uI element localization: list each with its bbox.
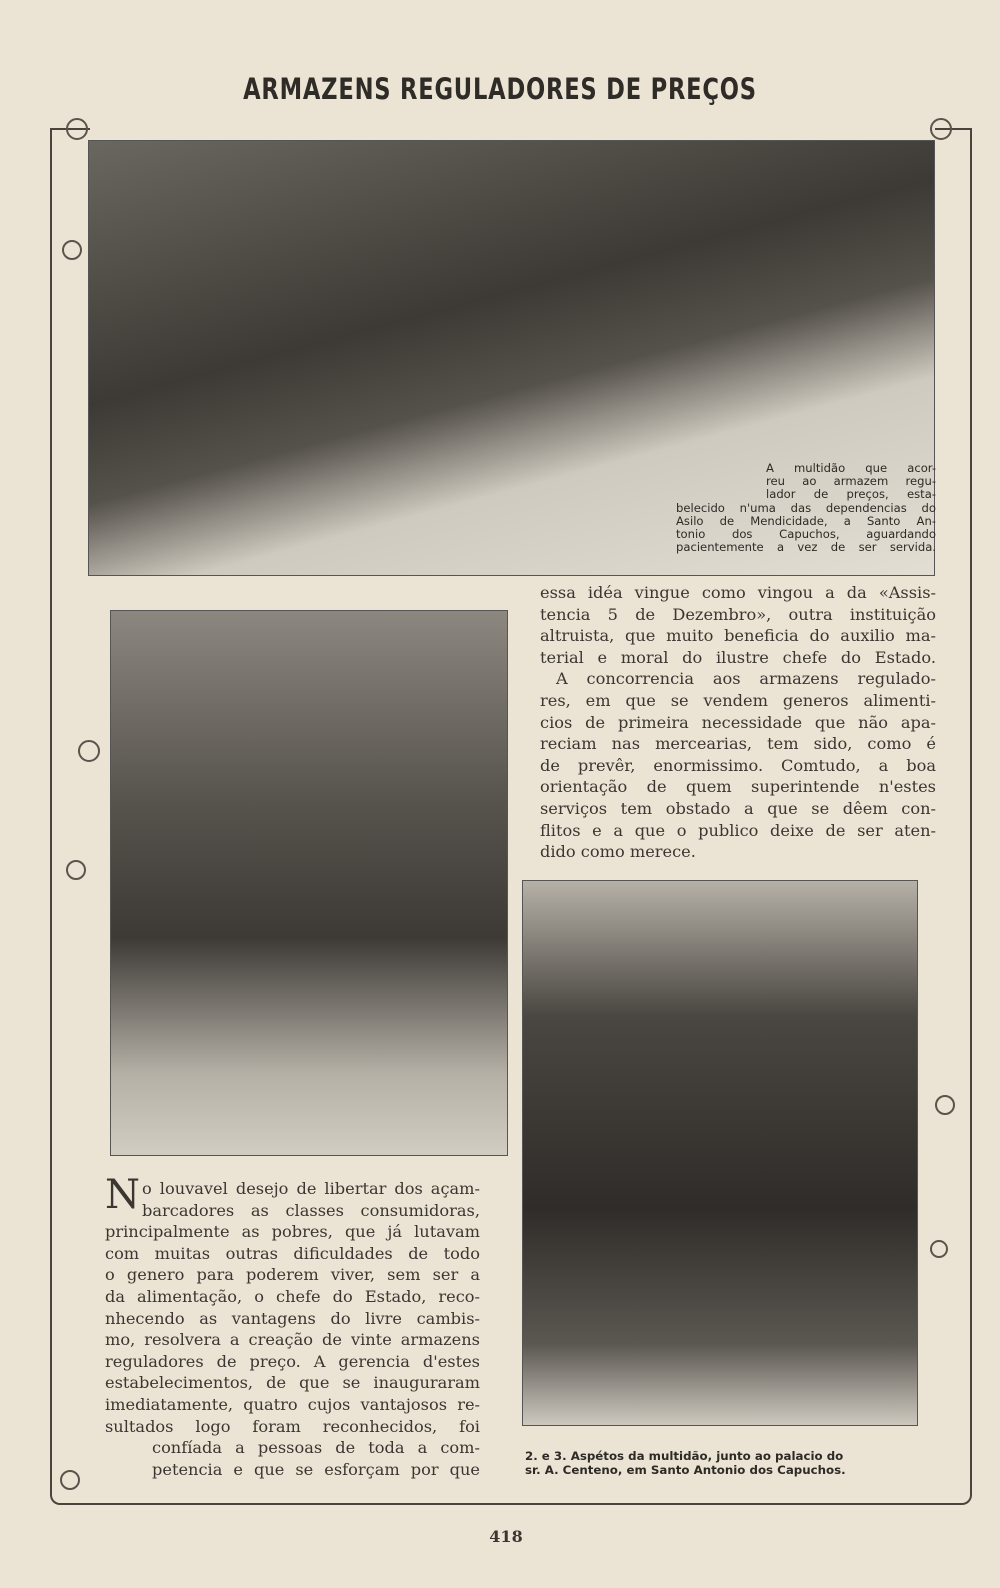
- text-line: imediatamente, quatro cujos vantajosos re-: [105, 1394, 480, 1414]
- caption-line: A multidão que acor-: [766, 461, 936, 475]
- text-line: nhecendo as vantagens do livre cambis-: [105, 1308, 480, 1328]
- text-line: terial e moral do ilustre chefe do Estado.: [540, 647, 936, 667]
- caption-line: pacientemente a vez de ser servida.: [676, 540, 936, 555]
- text-line: orientação de quem superintende n'estes: [540, 777, 936, 797]
- floral-ornament-icon: [60, 1470, 80, 1490]
- caption-line: belecido n'uma das dependencias do: [676, 500, 936, 515]
- text-line: da alimentação, o chefe do Estado, reco-: [105, 1286, 480, 1306]
- article-text-right-column: [540, 582, 936, 863]
- caption-line: Asilo de Mendicidade, a Santo An-: [676, 513, 936, 528]
- text-line: tencia 5 de Dezembro», outra instituição: [540, 604, 936, 624]
- text-line: com muitas outras dificuldades de todo: [105, 1243, 480, 1263]
- text-line: flitos e a que o publico deixe de ser aten-: [540, 820, 936, 840]
- photo-crowd-women: [522, 880, 918, 1426]
- text-line: petencia e que se esforçam por que: [152, 1459, 480, 1479]
- text-line: estabelecimentos, de que se inauguraram: [105, 1373, 480, 1393]
- floral-ornament-icon: [935, 1095, 955, 1115]
- floral-ornament-icon: [62, 240, 82, 260]
- floral-ornament-icon: [930, 118, 952, 140]
- text-line: essa idéa vingue como vingou a da «Assis-: [540, 583, 936, 602]
- text-line: serviços tem obstado a que se dêem con-: [540, 798, 936, 818]
- text-line: de prevêr, enormissimo. Comtudo, a boa: [540, 755, 936, 775]
- text-line: confíada a pessoas de toda a com-: [152, 1438, 480, 1458]
- text-line: principalmente as pobres, que já lutavam: [105, 1222, 480, 1242]
- page-title: ARMAZENS REGULADORES DE PREÇOS: [243, 72, 757, 106]
- text-line: mo, resolvera a creação de vinte armazens: [105, 1330, 480, 1350]
- caption-line: tonio dos Capuchos, aguardando: [676, 527, 936, 542]
- text-line: reguladores de preço. A gerencia d'estes: [105, 1351, 480, 1371]
- article-text-left-column: [105, 1172, 480, 1480]
- text-line: o louvavel desejo de libertar dos açam-: [142, 1179, 480, 1198]
- text-line: altruista, que muito beneficia do auxilio ma-: [540, 626, 936, 646]
- text-line: barcadores as classes consumidoras,: [142, 1200, 480, 1220]
- caption-line: reu ao armazem regu-: [766, 474, 936, 489]
- floral-ornament-icon: [78, 740, 100, 762]
- photo2-3-caption: [525, 1449, 900, 1477]
- floral-ornament-icon: [930, 1240, 948, 1258]
- caption-line: lador de preços, esta-: [766, 487, 936, 502]
- photo1-caption: [676, 462, 936, 554]
- caption-line: sr. A. Centeno, em Santo Antonio dos Capuchos.: [525, 1463, 846, 1477]
- text-line: reciam nas mercearias, tem sido, como é: [540, 734, 936, 754]
- drop-cap: N: [105, 1172, 140, 1218]
- photo-crowd-palms: [110, 610, 508, 1156]
- page-number: 418: [489, 1527, 523, 1546]
- text-line: A concorrencia aos armazens regulado-: [556, 669, 936, 689]
- text-line: sultados logo foram reconhecidos, foi: [105, 1416, 480, 1436]
- caption-line: 2. e 3. Aspétos da multidão, junto ao palacio do: [525, 1449, 844, 1463]
- text-line: dido como merece.: [540, 842, 696, 862]
- floral-ornament-icon: [66, 118, 88, 140]
- text-line: o genero para poderem viver, sem ser a: [105, 1265, 480, 1285]
- text-line: cios de primeira necessidade que não apa-: [540, 712, 936, 732]
- text-line: res, em que se vendem generos alimenti-: [540, 690, 936, 710]
- floral-ornament-icon: [66, 860, 86, 880]
